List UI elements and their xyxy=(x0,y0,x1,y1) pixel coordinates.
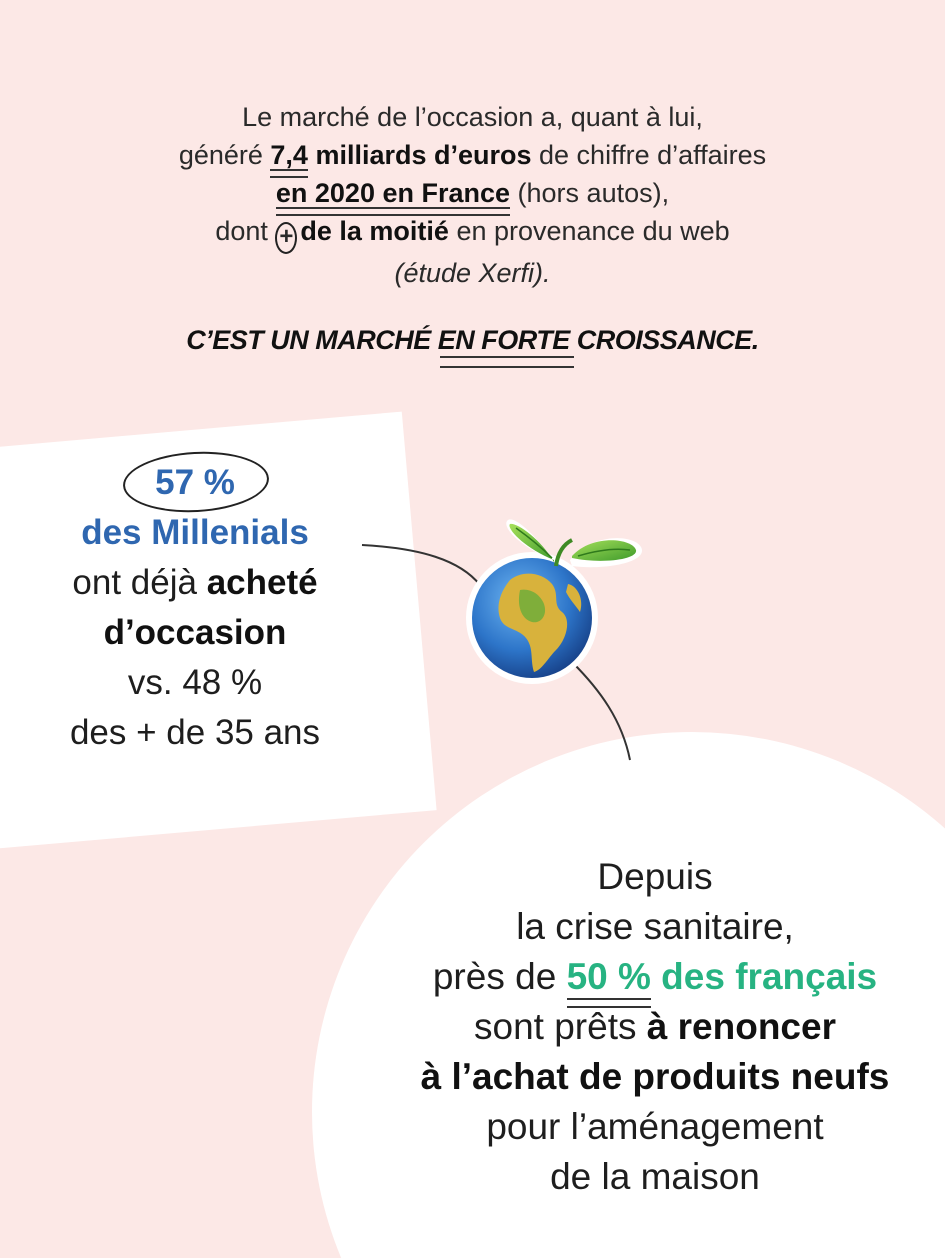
revenue-unit: milliards d’euros xyxy=(307,140,532,170)
headline-underlined: EN FORTE xyxy=(437,325,570,355)
headline-post: CROISSANCE. xyxy=(569,325,759,355)
circle-line-3-pre: près de xyxy=(432,956,567,997)
intro-line-2-pre: généré xyxy=(178,140,271,170)
card-line-3-bold: acheté xyxy=(206,563,318,602)
intro-line-1: Le marché de l’occasion a, quant à lui, xyxy=(242,102,703,132)
circle-line-6: pour l’aménagement xyxy=(486,1106,824,1147)
circle-line-2: la crise sanitaire, xyxy=(516,906,794,947)
millenials-group: des Millenials xyxy=(81,513,309,552)
globe-svg xyxy=(460,500,650,690)
french-percent: 50 % xyxy=(567,952,651,1002)
circle-line-4-pre: sont prêts xyxy=(474,1006,647,1047)
millenials-percent: 57 % xyxy=(135,458,255,508)
intro-line-4-pre: dont xyxy=(215,216,276,246)
year-country: en 2020 en France xyxy=(276,174,510,212)
circle-line-1: Depuis xyxy=(597,856,713,897)
card-line-4-bold: d’occasion xyxy=(103,613,287,652)
circle-line-4-bold: à renoncer xyxy=(646,1006,836,1047)
globe-with-sprout-icon xyxy=(460,500,650,690)
intro-line-2-post: de chiffre d’affaires xyxy=(531,140,767,170)
french-group: des français xyxy=(650,956,878,997)
circled-plus-icon: + xyxy=(275,222,297,254)
card-line-6: des + de 35 ans xyxy=(69,713,321,752)
card-line-3-pre: ont déjà xyxy=(72,563,207,602)
revenue-value: 7,4 xyxy=(270,136,308,174)
intro-line-3-post: (hors autos), xyxy=(510,178,670,208)
card-line-5: vs. 48 % xyxy=(127,663,263,702)
circle-line-7: de la maison xyxy=(550,1156,760,1197)
source-citation: (étude Xerfi). xyxy=(394,258,551,288)
half-web-text: de la moitié xyxy=(300,216,449,246)
headline-pre: C’EST UN MARCHÉ xyxy=(186,325,438,355)
intro-line-4-post: en provenance du web xyxy=(448,216,730,246)
circle-line-5-bold: à l’achat de produits neufs xyxy=(420,1056,890,1097)
